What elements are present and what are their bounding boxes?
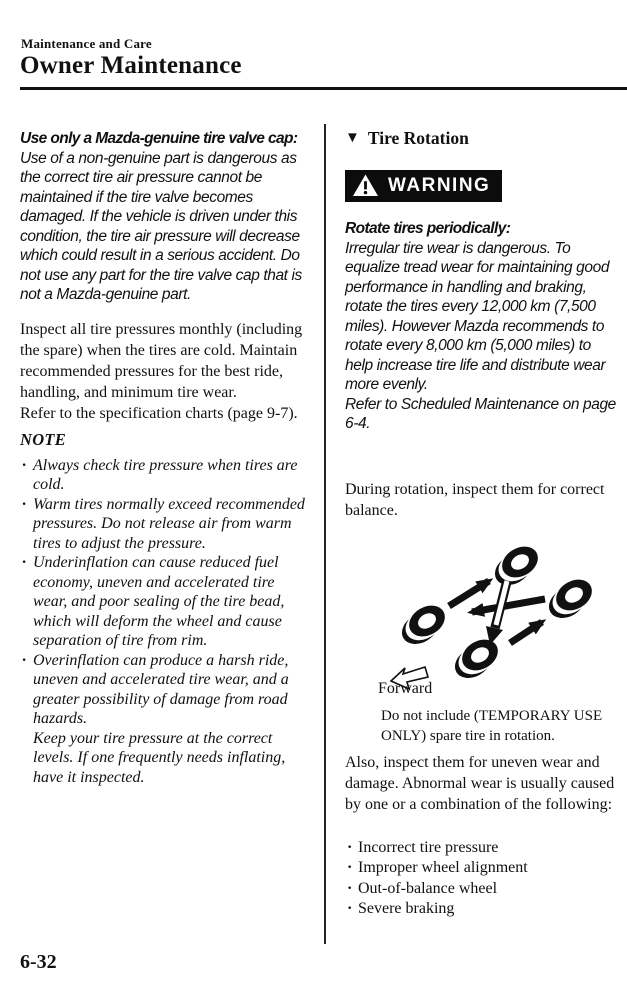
page-number: 6-32 xyxy=(20,951,57,973)
page-title: Owner Maintenance xyxy=(20,52,242,79)
rotation-arrow xyxy=(449,581,489,606)
note-item: · Underinflation can cause reduced fuel economy, uneven and accelerated tire wear, and poor sealing of the tire bead, which will deform the wheel and cause separation of tire from rim. xyxy=(20,553,308,651)
wear-cause-item: · Improper wheel alignment xyxy=(345,858,617,879)
wear-cause-item: · Out-of-balance wheel xyxy=(345,879,617,900)
tire-front-left xyxy=(395,599,452,650)
valve-cap-body: Use of a non-genuine part is dangerous as the correct tire air pressure cannot be maintained if the tire valve becomes damaged. If the vehicle is driven under this condition, the tire air pressure will decrease which could result in a serious accident. Do not use any part for the tire valve cap that is not a Mazda-genuine part. xyxy=(20,149,302,303)
rotate-heading: Rotate tires periodically: xyxy=(345,220,511,237)
balance-paragraph: During rotation, inspect them for correct balance. xyxy=(345,480,605,519)
rotation-arrow xyxy=(510,622,542,643)
chapter-label: Maintenance and Care xyxy=(21,36,152,51)
also-paragraph: Also, inspect them for uneven wear and damage. Abnormal wear is usually caused by one or a combination of the following: xyxy=(345,753,615,813)
warning-triangle-icon xyxy=(352,174,379,197)
rotation-arrow-cross xyxy=(486,581,507,645)
section-marker-icon: ▼ xyxy=(345,130,360,146)
tire-rear-right xyxy=(542,573,599,624)
tire-rotation-diagram xyxy=(345,529,617,704)
note-item: · Always check tire pressure when tires are cold. xyxy=(20,456,308,495)
warning-banner xyxy=(345,170,502,202)
column-divider xyxy=(324,124,326,944)
tire-rotation-illustration xyxy=(345,529,617,704)
forward-label: Forward xyxy=(378,679,433,697)
left-column xyxy=(20,124,308,787)
tire-rear-left xyxy=(448,633,505,684)
warning-label: WARNING xyxy=(388,174,491,196)
section-heading xyxy=(345,128,617,149)
section-title: Tire Rotation xyxy=(367,128,469,148)
rotate-reference: Refer to Scheduled Maintenance on page 6-4. xyxy=(345,395,616,432)
note-footer: Keep your tire pressure at the correct levels. If one frequently needs inflating, have it inspected. xyxy=(33,729,286,786)
tire-front-right xyxy=(488,540,545,591)
note-item: · Overinflation can produce a harsh ride, uneven and accelerated tire wear, and a greater possibility of damage from road hazards. xyxy=(20,651,308,729)
diagram-caption: Do not include (TEMPORARY USE ONLY) spare tire in rotation. xyxy=(381,707,603,744)
wear-cause-item: · Severe braking xyxy=(345,899,617,920)
inspect-paragraph: Inspect all tire pressures monthly (including the spare) when the tires are cold. Maintain recommended pressures for the best ride, handling, and minimum tire wear. xyxy=(20,320,303,401)
note-item: · Warm tires normally exceed recommended pressures. Do not release air from warm tires to adjust the pressure. xyxy=(20,495,308,554)
wear-cause-list xyxy=(345,838,617,920)
note-list xyxy=(20,456,308,729)
rotate-body: Irregular tire wear is dangerous. To equalize tread wear for maintaining good performance in handling and braking, rotate the tires every 12,000 km (7,500 miles). However Mazda recommends to rotate every 8,000 km (5,000 miles) to help increase tire life and distribute wear more evenly. xyxy=(345,239,610,393)
spec-chart-reference: Refer to the specification charts (page 9-7). xyxy=(20,404,298,422)
note-label: NOTE xyxy=(20,429,67,449)
rotation-arrow xyxy=(472,599,545,612)
header-rule xyxy=(20,87,627,90)
wear-cause-item: · Incorrect tire pressure xyxy=(345,838,617,859)
right-column xyxy=(345,124,617,920)
valve-cap-heading: Use only a Mazda-genuine tire valve cap: xyxy=(20,130,298,147)
